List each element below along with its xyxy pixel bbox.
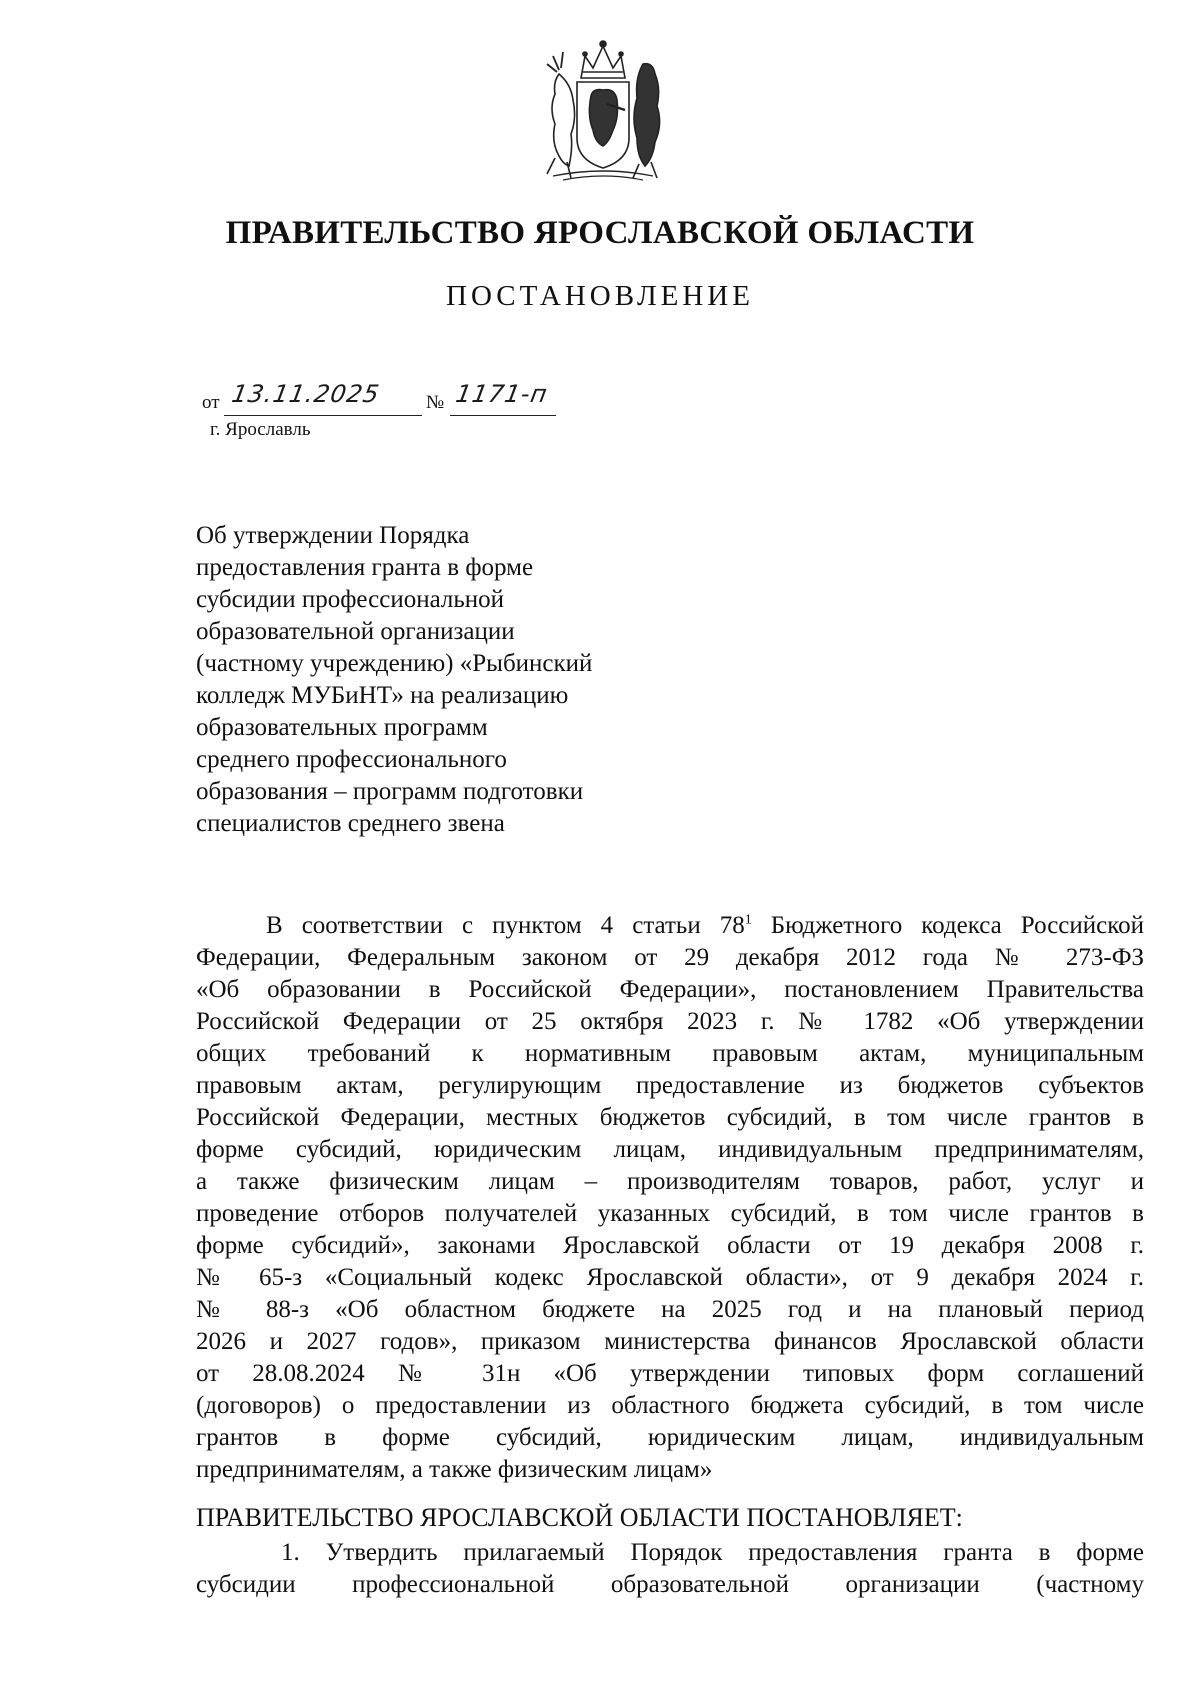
date-prefix: от	[202, 392, 220, 413]
body-line: форме субсидий, юридическим лицам, индивидуальным предпринимателям,	[196, 1136, 1144, 1163]
body-line: (договоров) о предоставлении из областного бюджета субсидий, в том числе	[196, 1392, 1144, 1419]
handwritten-number: 1171-п	[453, 380, 550, 408]
subject-line: образовательных программ	[196, 714, 488, 741]
body-line: предпринимателям, а также физическим лицам»	[196, 1456, 713, 1483]
body-line: «Об образовании в Российской Федерации», постановлением Правительства	[196, 976, 1144, 1003]
item-1-paragraph	[196, 1537, 1144, 1601]
number-prefix: №	[426, 392, 445, 413]
city-line: г. Ярославль	[210, 419, 311, 440]
subject-line: субсидии профессиональной	[196, 586, 505, 613]
subject-line: образовательной организации	[196, 618, 515, 645]
subject-line: предоставления гранта в форме	[196, 554, 534, 581]
body-line: В соответствии с пунктом 4 статьи $78^1$ Бюджетного кодекса Российской	[266, 912, 1145, 939]
body-line: 2026 и 2027 годов», приказом министерства финансов Ярославской области	[196, 1328, 1144, 1355]
body-line: грантов в форме субсидий, юридическим лицам, индивидуальным	[196, 1424, 1144, 1451]
date-number-line	[202, 380, 602, 416]
handwritten-date: 13.11.2025	[229, 380, 382, 408]
superscript: 1	[744, 912, 752, 928]
subject-line: (частному учреждению) «Рыбинский	[196, 650, 593, 677]
preamble-paragraph	[196, 910, 1144, 1486]
body-line: субсидии профессиональной образовательной организации (частному	[196, 1571, 1144, 1598]
coat-of-arms-icon	[533, 38, 673, 183]
body-line: а также физическим лицам – производителям товаров, работ, услуг и	[196, 1168, 1144, 1195]
organization-title: ПРАВИТЕЛЬСТВО ЯРОСЛАВСКОЙ ОБЛАСТИ	[225, 215, 975, 251]
body-line: правовым актам, регулирующим предоставление из бюджетов субъектов	[196, 1072, 1144, 1099]
subject-line: образования – программ подготовки	[196, 778, 584, 805]
subject-line: колледж МУБиНТ» на реализацию	[196, 682, 569, 709]
body-line: 1. Утвердить прилагаемый Порядок предоставления гранта в форме	[281, 1539, 1144, 1566]
body-line: проведение отборов получателей указанных субсидий, в том числе грантов в	[196, 1200, 1144, 1227]
body-line: № 65-з «Социальный кодекс Ярославской области», от 9 декабря 2024 г.	[196, 1264, 1144, 1291]
document-subject	[196, 520, 716, 840]
decree-statement: ПРАВИТЕЛЬСТВО ЯРОСЛАВСКОЙ ОБЛАСТИ ПОСТАНОВЛЯЕТ:	[196, 1503, 963, 1532]
body-line: Российской Федерации от 25 октября 2023 г. № 1782 «Об утверждении	[196, 1008, 1144, 1035]
subject-line: среднего профессионального	[196, 746, 507, 773]
body-line: № 88-з «Об областном бюджете на 2025 год и на плановый период	[196, 1296, 1144, 1323]
body-line: форме субсидий», законами Ярославской области от 19 декабря 2008 г.	[196, 1232, 1144, 1259]
document-type: ПОСТАНОВЛЕНИЕ	[446, 280, 754, 312]
body-line: Российской Федерации, местных бюджетов субсидий, в том числе грантов в	[196, 1104, 1144, 1131]
subject-line: Об утверждении Порядка	[196, 522, 470, 549]
body-line: от 28.08.2024 № 31н «Об утверждении типовых форм соглашений	[196, 1360, 1144, 1387]
subject-line: специалистов среднего звена	[196, 810, 505, 837]
body-line: общих требований к нормативным правовым актам, муниципальным	[196, 1040, 1144, 1067]
body-line: Федерации, Федеральным законом от 29 декабря 2012 года № 273-ФЗ	[196, 944, 1144, 971]
